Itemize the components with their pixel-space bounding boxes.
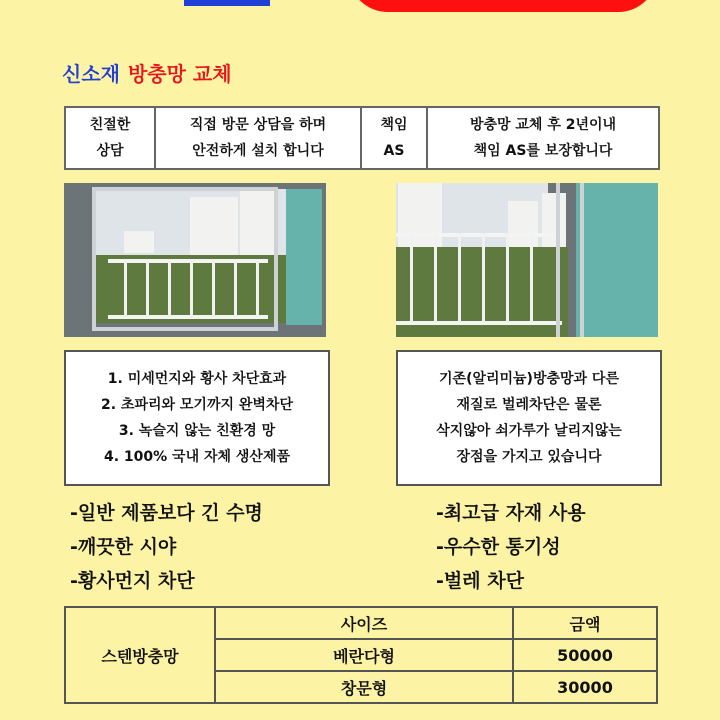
features-left bbox=[70, 496, 263, 598]
benefits-box-left bbox=[64, 350, 330, 486]
feature-item: -우수한 통기성 bbox=[436, 536, 561, 558]
info-cell-warranty: 방충망 교체 후 2년이내 책임 AS를 보장합니다 bbox=[427, 107, 659, 169]
feature-item: -깨끗한 시야 bbox=[70, 536, 177, 558]
info-cell-as: 책임 AS bbox=[361, 107, 427, 169]
feature-item: -벌레 차단 bbox=[436, 570, 524, 592]
price-cell: 30000 bbox=[513, 671, 657, 703]
window-photo-left bbox=[64, 183, 326, 337]
price-table bbox=[64, 606, 658, 704]
benefit-2: 2. 초파리와 모기까지 완벽차단 bbox=[101, 397, 293, 413]
window-photo-right bbox=[396, 183, 658, 337]
feature-item: -최고급 자재 사용 bbox=[436, 502, 586, 524]
header-size: 사이즈 bbox=[215, 607, 513, 639]
top-red-decoration bbox=[348, 0, 658, 12]
description-line-4: 장점을 가지고 있습니다 bbox=[456, 449, 602, 465]
info-cell-visit: 직접 방문 상담을 하며 안전하게 설치 합니다 bbox=[155, 107, 361, 169]
feature-item: -일반 제품보다 긴 수명 bbox=[70, 502, 263, 524]
description-line-2: 재질로 벌레차단은 물론 bbox=[456, 397, 602, 413]
size-cell: 창문형 bbox=[215, 671, 513, 703]
feature-item: -황사먼지 차단 bbox=[70, 570, 195, 592]
size-cell: 베란다형 bbox=[215, 639, 513, 671]
headline bbox=[62, 58, 232, 87]
benefit-1: 1. 미세먼지와 황사 차단효과 bbox=[107, 371, 287, 387]
benefit-4: 4. 100% 국내 자체 생산제품 bbox=[104, 449, 290, 465]
headline-part1: 신소재 bbox=[62, 62, 120, 86]
benefit-3: 3. 녹슬지 않는 친환경 망 bbox=[118, 423, 276, 439]
product-name: 스텐방충망 bbox=[65, 607, 215, 703]
top-blue-decoration bbox=[184, 0, 270, 6]
header-price: 금액 bbox=[513, 607, 657, 639]
info-table bbox=[64, 106, 660, 170]
description-line-1: 기존(알리미늄)방충망과 다른 bbox=[439, 371, 619, 387]
price-cell: 50000 bbox=[513, 639, 657, 671]
features-right bbox=[436, 496, 586, 598]
benefits-box-right bbox=[396, 350, 662, 486]
headline-part2: 방충망 교체 bbox=[127, 62, 232, 86]
info-cell-consult: 친절한 상담 bbox=[65, 107, 155, 169]
description-line-3: 삭지않아 쇠가루가 날리지않는 bbox=[436, 423, 622, 439]
